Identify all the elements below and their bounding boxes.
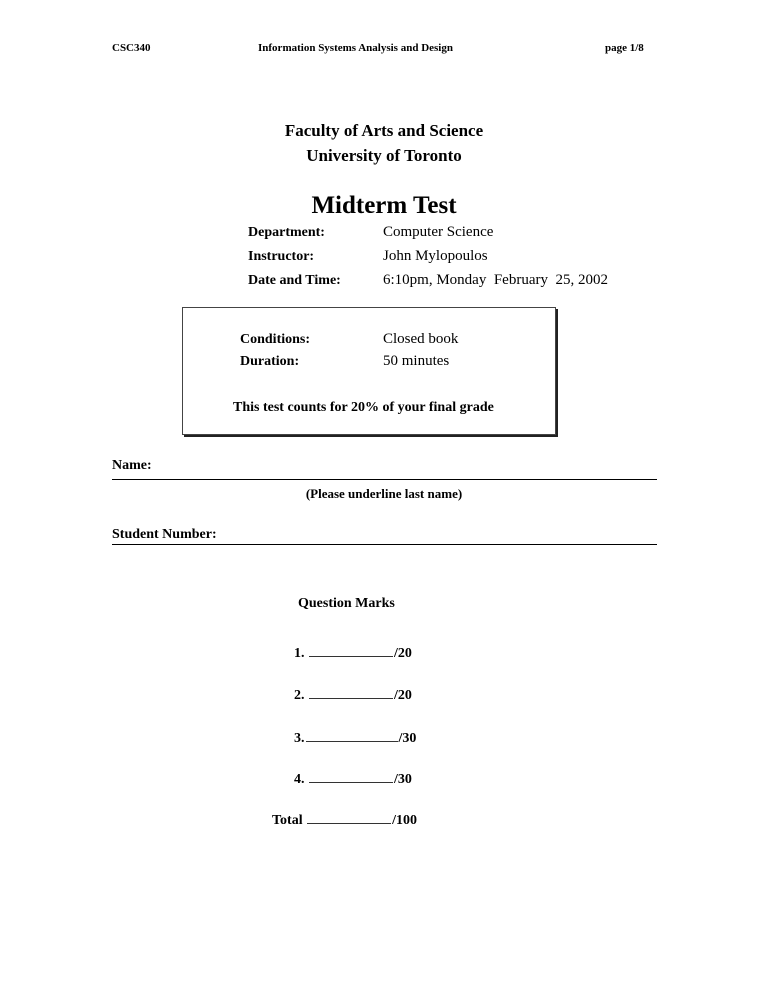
instructor-value: John Mylopoulos (383, 248, 488, 264)
conditions-label: Conditions: (240, 332, 311, 347)
mark-row-3 (294, 727, 416, 747)
name-line[interactable] (112, 479, 657, 480)
course-code: CSC340 (112, 42, 151, 54)
mark-blank[interactable] (309, 684, 393, 699)
department-label: Department: (248, 225, 325, 240)
instructor-label: Instructor: (248, 249, 315, 264)
datetime-label: Date and Time: (248, 273, 341, 288)
course-title: Information Systems Analysis and Design (258, 42, 453, 54)
mark-max: /20 (394, 688, 412, 703)
total-max: /100 (392, 813, 417, 828)
faculty: Faculty of Arts and Science (284, 121, 484, 140)
page-number: page 1/8 (605, 42, 644, 54)
university: University of Toronto (306, 146, 462, 165)
total-blank[interactable] (307, 809, 391, 824)
mark-row-total (272, 809, 417, 829)
mark-max: /30 (398, 731, 417, 746)
mark-row-1 (294, 642, 412, 662)
mark-row-2 (294, 684, 412, 704)
mark-blank[interactable] (309, 642, 393, 657)
mark-label: 3. (294, 731, 305, 746)
name-label: Name: (112, 458, 152, 473)
mark-max: /20 (394, 646, 412, 661)
mark-row-4 (294, 768, 412, 788)
mark-label: 1. (294, 646, 305, 661)
marks-heading: Question Marks (298, 596, 395, 611)
mark-label: 4. (294, 772, 305, 787)
conditions-value: Closed book (383, 331, 459, 347)
mark-max: /30 (394, 772, 412, 787)
duration-value: 50 minutes (383, 353, 450, 369)
total-label: Total (272, 813, 303, 828)
mark-label: 2. (294, 688, 305, 703)
mark-blank[interactable] (306, 727, 398, 742)
student-number-line[interactable] (112, 544, 657, 545)
page-title: Midterm Test (311, 192, 457, 219)
student-number-label: Student Number: (112, 527, 217, 542)
duration-label: Duration: (240, 354, 300, 369)
grade-weight-note: This test counts for 20% of your final grade (233, 400, 494, 415)
name-hint: (Please underline last name) (305, 486, 463, 501)
datetime-value: 6:10pm, Monday February 25, 2002 (383, 272, 608, 288)
mark-blank[interactable] (309, 768, 393, 783)
department-value: Computer Science (383, 224, 494, 240)
